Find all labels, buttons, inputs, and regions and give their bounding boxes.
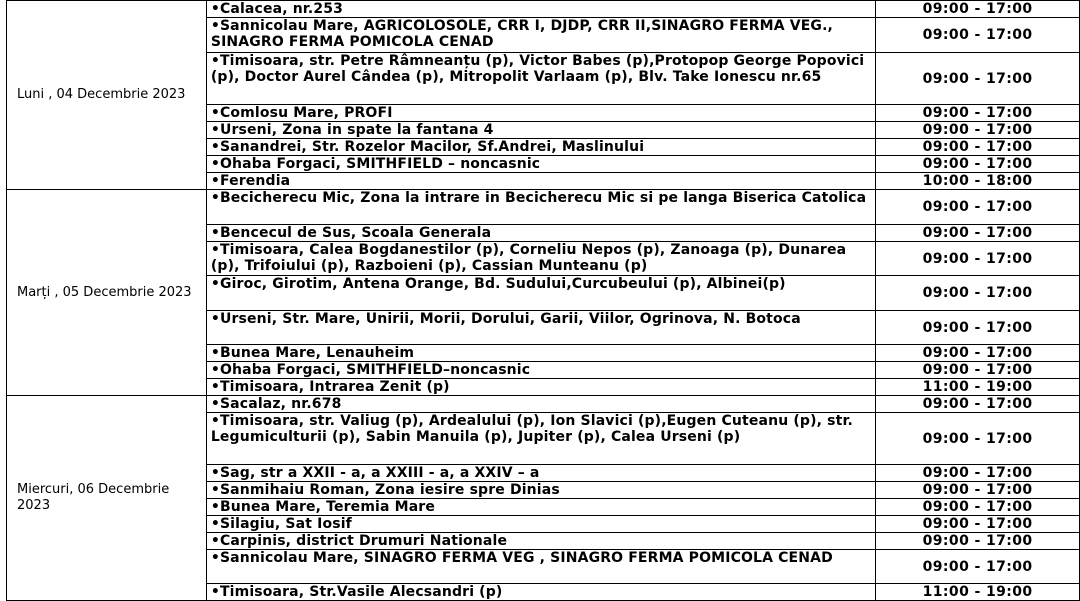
location-cell: •Sag, str a XXII - a, a XXIII - a, a XXIV – a [206,465,875,482]
location-cell: •Giroc, Girotim, Antena Orange, Bd. Sudului,Curcubeului (p), Albinei(p) [206,276,875,311]
location-cell: •Bencecul de Sus, Scoala Generala [206,225,875,242]
location-cell: •Timisoara, str. Valiug (p), Ardealului (p), Ion Slavici (p),Eugen Cuteanu (p), str. Legumiculturii (p), Sabin Manuila (p), Jupiter (p), Calea Urseni (p) [206,413,875,465]
time-interval-cell: 09:00 - 17:00 [876,465,1080,482]
table-row [7,396,1080,413]
time-interval-cell: 10:00 - 18:00 [876,173,1080,190]
location-cell: •Timisoara, Intrarea Zenit (p) [206,379,875,396]
location-cell: •Sanandrei, Str. Rozelor Macilor, Sf.Andrei, Maslinului [206,139,875,156]
time-interval-cell: 09:00 - 17:00 [876,499,1080,516]
location-cell: •Ohaba Forgaci, SMITHFIELD–noncasnic [206,362,875,379]
time-interval-cell: 11:00 - 19:00 [876,379,1080,396]
location-cell: •Bunea Mare, Teremia Mare [206,499,875,516]
time-interval-cell: 09:00 - 17:00 [876,533,1080,550]
time-interval-cell: 09:00 - 17:00 [876,396,1080,413]
day-monday: Luni , 04 Decembrie 2023 [7,1,207,190]
location-cell: •Ohaba Forgaci, SMITHFIELD – noncasnic [206,156,875,173]
time-interval-cell: 09:00 - 17:00 [876,190,1080,225]
time-interval-cell: 09:00 - 17:00 [876,139,1080,156]
day-tuesday: Marți , 05 Decembrie 2023 [7,190,207,396]
location-cell: •Urseni, Zona in spate la fantana 4 [206,122,875,139]
location-cell: •Timisoara, str. Petre Râmneanțu (p), Victor Babes (p),Protopop George Popovici (p), Doctor Aurel Cândea (p), Mitropolit Varlaam (p), Blv. Take Ionescu nr.65 [206,53,875,105]
time-interval-cell: 09:00 - 17:00 [876,53,1080,105]
location-cell: •Comlosu Mare, PROFI [206,105,875,122]
time-interval-cell: 09:00 - 17:00 [876,242,1080,276]
location-cell: •Urseni, Str. Mare, Unirii, Morii, Dorului, Garii, Viilor, Ogrinova, N. Botoca [206,311,875,345]
time-interval-cell: 09:00 - 17:00 [876,105,1080,122]
time-interval-cell: 09:00 - 17:00 [876,18,1080,53]
time-interval-cell: 09:00 - 17:00 [876,362,1080,379]
time-interval-cell: 09:00 - 17:00 [876,311,1080,345]
time-interval-cell: 09:00 - 17:00 [876,122,1080,139]
day-wednesday: Miercuri, 06 Decembrie 2023 [7,396,207,601]
location-cell: •Ferendia [206,173,875,190]
time-interval-cell: 09:00 - 17:00 [876,1,1080,18]
time-interval-cell: 09:00 - 17:00 [876,482,1080,499]
time-interval-cell: 09:00 - 17:00 [876,345,1080,362]
time-interval-cell: 09:00 - 17:00 [876,550,1080,584]
outage-schedule-table [6,0,1080,601]
table-row [7,190,1080,225]
location-cell: •Bunea Mare, Lenauheim [206,345,875,362]
table-row [7,1,1080,18]
location-cell: •Becicherecu Mic, Zona la intrare in Becicherecu Mic si pe langa Biserica Catolica [206,190,875,225]
time-interval-cell: 09:00 - 17:00 [876,413,1080,465]
location-cell: •Sanmihaiu Roman, Zona iesire spre Dinias [206,482,875,499]
time-interval-cell: 09:00 - 17:00 [876,156,1080,173]
time-interval-cell: 09:00 - 17:00 [876,225,1080,242]
location-cell: •Sacalaz, nr.678 [206,396,875,413]
location-cell: •Timisoara, Str.Vasile Alecsandri (p) [206,584,875,601]
location-cell: •Silagiu, Sat Iosif [206,516,875,533]
location-cell: •Carpinis, district Drumuri Nationale [206,533,875,550]
time-interval-cell: 11:00 - 19:00 [876,584,1080,601]
time-interval-cell: 09:00 - 17:00 [876,276,1080,311]
schedule-body [7,1,1080,601]
time-interval-cell: 09:00 - 17:00 [876,516,1080,533]
location-cell: •Timisoara, Calea Bogdanestilor (p), Corneliu Nepos (p), Zanoaga (p), Dunarea (p), Trifoiului (p), Razboieni (p), Cassian Munteanu (p) [206,242,875,276]
location-cell: •Sannicolau Mare, SINAGRO FERMA VEG , SINAGRO FERMA POMICOLA CENAD [206,550,875,584]
location-cell: •Calacea, nr.253 [206,1,875,18]
location-cell: •Sannicolau Mare, AGRICOLOSOLE, CRR I, DJDP, CRR II,SINAGRO FERMA VEG., SINAGRO FERMA POMICOLA CENAD [206,18,875,53]
